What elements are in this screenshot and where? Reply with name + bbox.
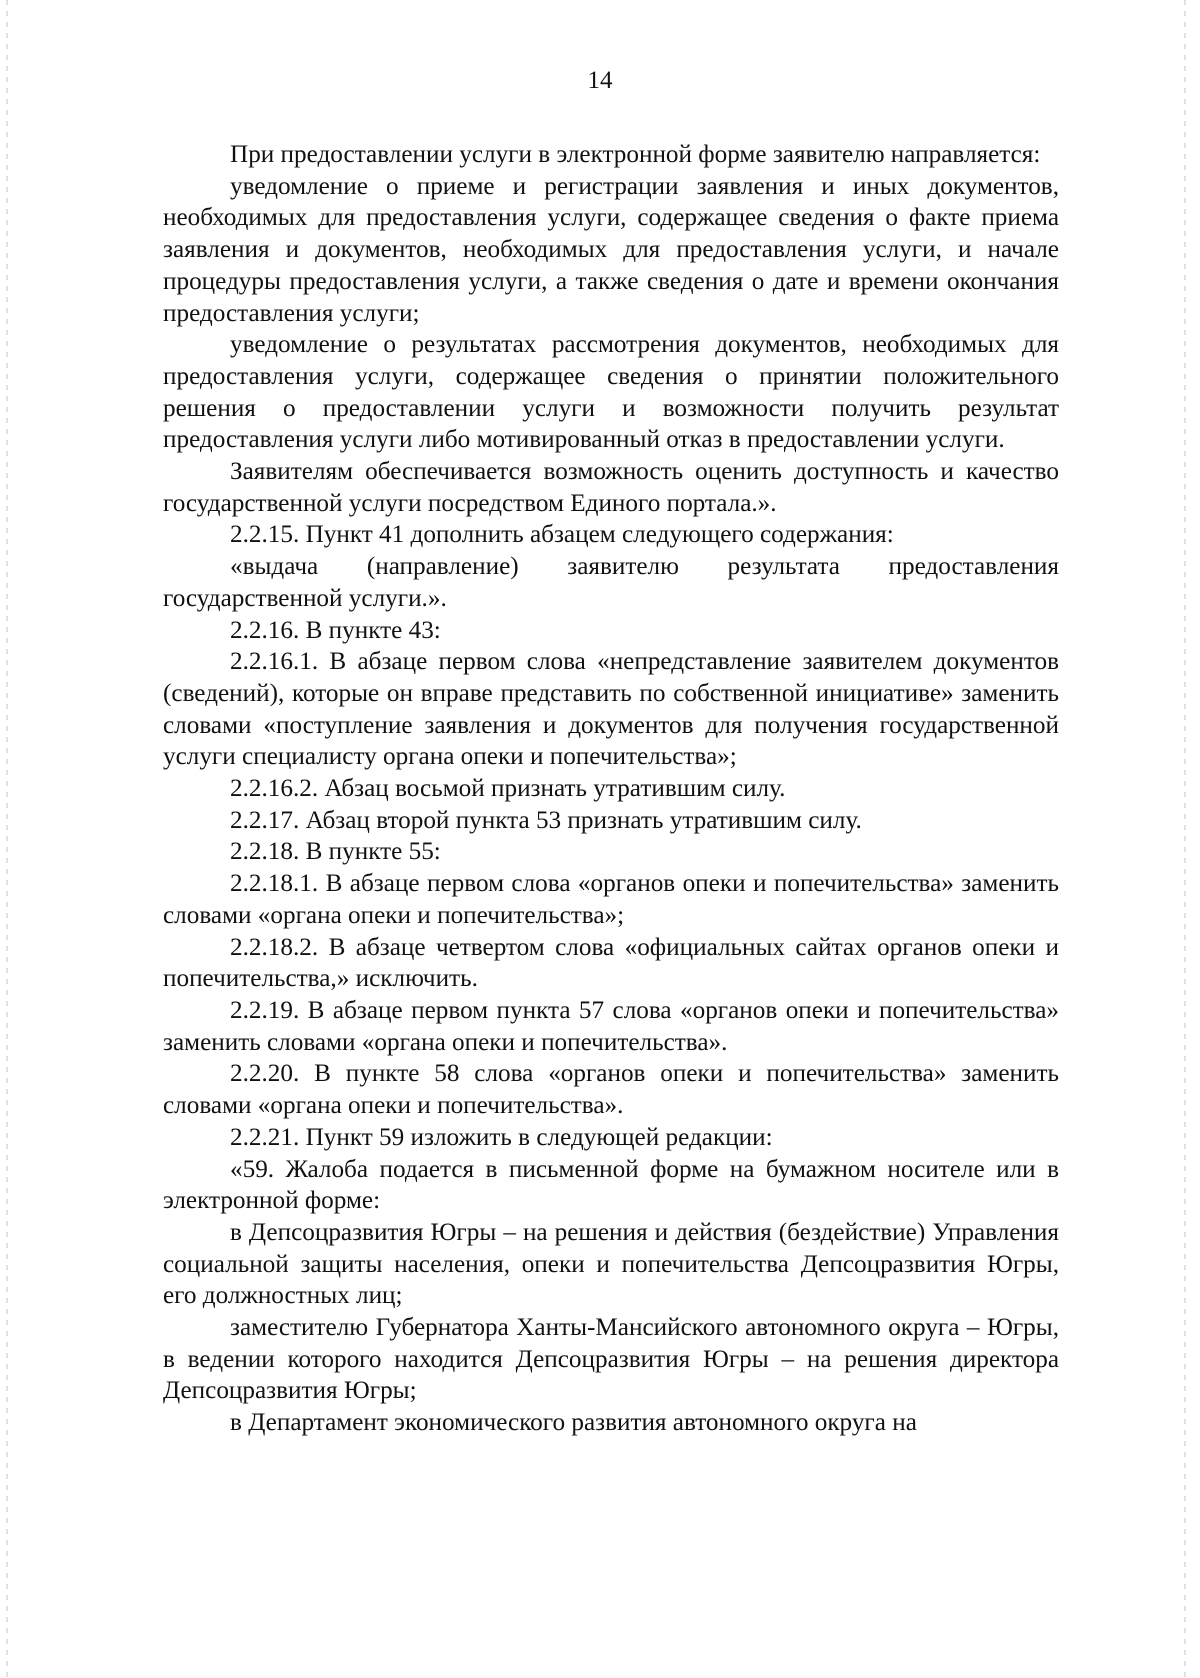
page-number: 14: [587, 67, 613, 94]
paragraph: уведомление о результатах рассмотрения документов, необходимых для предоставления услуги, содержащее сведения о принятии положительного решения о предоставлении услуги и возможности получить результат предоставления услуги либо мотивированный отказ в предоставлении услуги.: [163, 331, 1059, 454]
paragraph: 2.2.18. В пункте 55:: [230, 838, 441, 866]
paragraph: «выдача (направление) заявителю результата предоставления государственной услуги.».: [163, 553, 1059, 612]
paragraph: 2.2.18.2. В абзаце четвертом слова «официальных сайтах органов опеки и попечительства,» исключить.: [163, 933, 1059, 993]
paragraph: 2.2.20. В пункте 58 слова «органов опеки и попечительства» заменить словами «органа опеки и попечительства».: [163, 1060, 1059, 1120]
paragraph: заместителю Губернатора Ханты-Мансийского автономного округа – Югры, в ведении которого находится Депсоцразвития Югры – на решения директора Депсоцразвития Югры;: [163, 1314, 1059, 1405]
document-body: [163, 139, 1059, 1439]
paragraph: в Депсоцразвития Югры – на решения и действия (бездействие) Управления социальной защиты населения, опеки и попечительства Депсоцразвития Югры, его должностных лиц;: [163, 1218, 1059, 1310]
paragraph: «59. Жалоба подается в письменной форме на бумажном носителе или в электронной форме:: [163, 1155, 1059, 1215]
paragraph: 2.2.16.2. Абзац восьмой признать утратившим силу.: [230, 775, 786, 803]
paragraph: Заявителям обеспечивается возможность оценить доступность и качество государственной услуги посредством Единого портала.».: [163, 458, 1059, 517]
scan-edge-right: [1184, 0, 1186, 1678]
scan-edge-left: [6, 0, 8, 1678]
paragraph: 2.2.17. Абзац второй пункта 53 признать утратившим силу.: [230, 806, 862, 834]
paragraph: в Департамент экономического развития автономного округа на: [230, 1409, 917, 1437]
paragraph: 2.2.21. Пункт 59 изложить в следующей редакции:: [230, 1123, 773, 1151]
paragraph: 2.2.15. Пункт 41 дополнить абзацем следующего содержания:: [230, 521, 894, 549]
paragraph: 2.2.16.1. В абзаце первом слова «непредставление заявителем документов (сведений), которые он вправе представить по собственной инициативе» заменить словами «поступление заявления и документов для получения государственной услуги специалисту органа опеки и попечительства»;: [163, 648, 1059, 771]
paragraph: При предоставлении услуги в электронной форме заявителю направляется:: [230, 141, 1041, 168]
paragraph: 2.2.19. В абзаце первом пункта 57 слова «органов опеки и попечительства» заменить словами «органа опеки и попечительства».: [163, 996, 1059, 1056]
paragraph: 2.2.18.1. В абзаце первом слова «органов опеки и попечительства» заменить словами «органа опеки и попечительства»;: [163, 870, 1059, 929]
paragraph: 2.2.16. В пункте 43:: [230, 616, 441, 644]
paragraph: уведомление о приеме и регистрации заявления и иных документов, необходимых для предоставления услуги, содержащее сведения о факте приема заявления и документов, необходимых для предоставления услуги, и начале процедуры предоставления услуги, а также сведения о дате и времени окончания предоставления услуги;: [163, 172, 1059, 327]
